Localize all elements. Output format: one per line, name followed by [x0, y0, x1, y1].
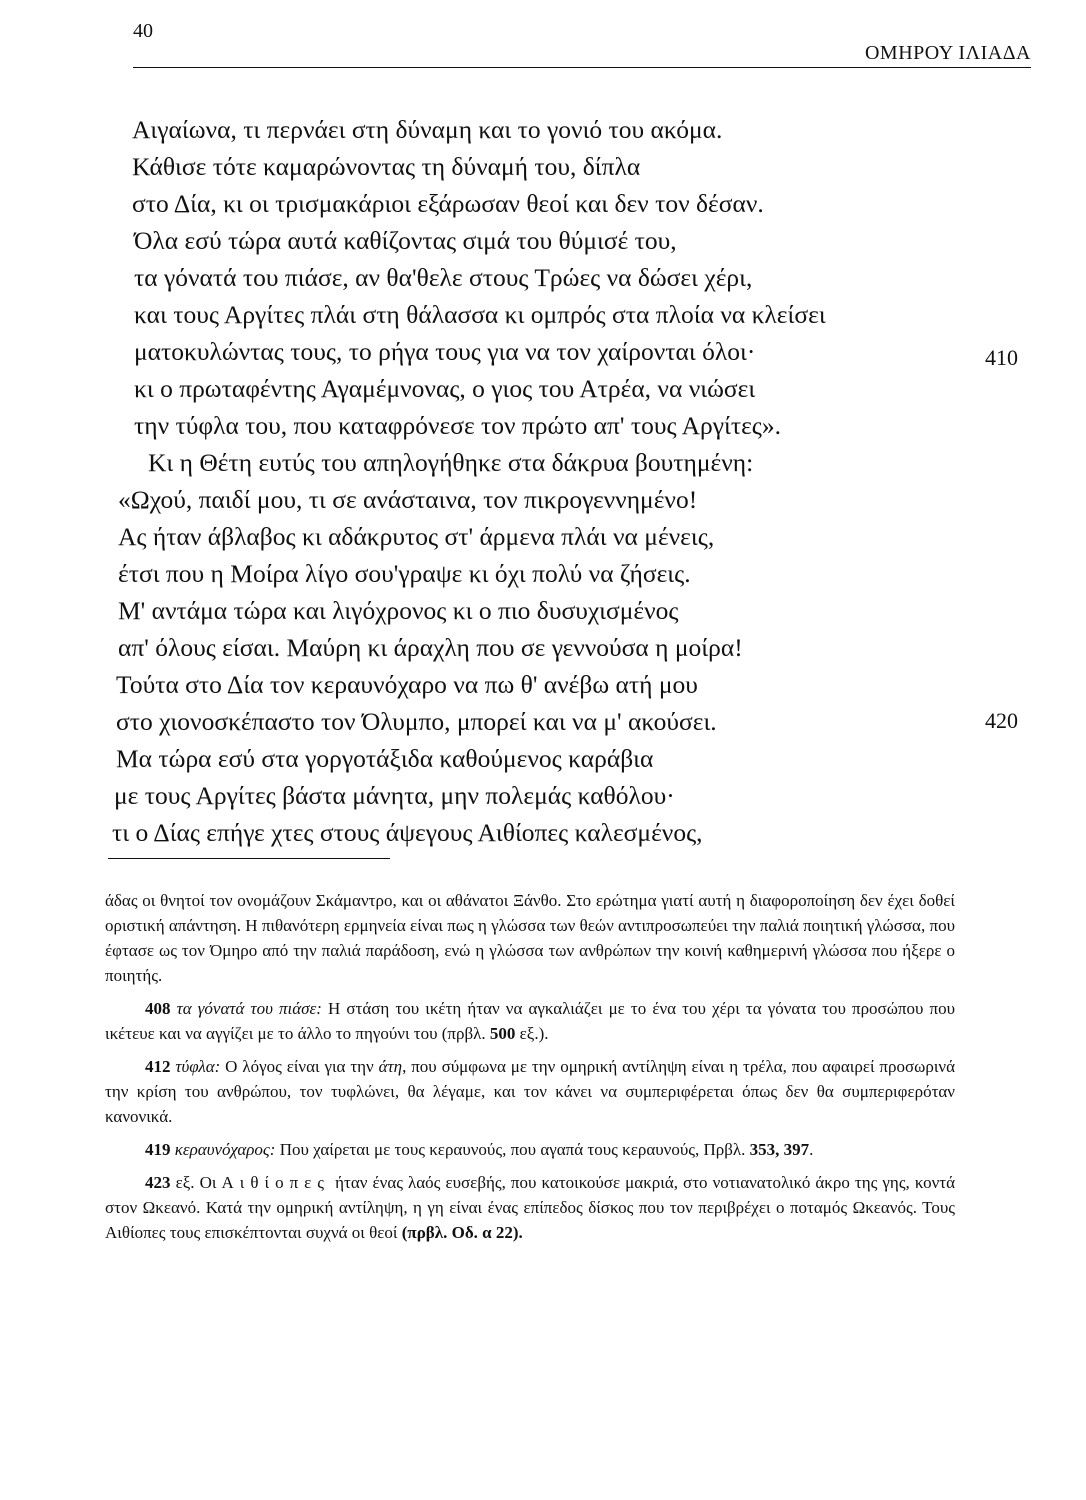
- footnote-ref: 412: [145, 1057, 171, 1076]
- verse-line: ματοκυλώντας τους, το ρήγα τους για να τον χαίρονται όλοι·: [134, 337, 756, 366]
- verse-line: Αιγαίωνα, τι περνάει στη δύναμη και το γονιό του ακόμα.: [132, 115, 723, 144]
- footnote-text: Ο λόγος είναι για την: [220, 1057, 379, 1076]
- footnote-408: [105, 996, 955, 1046]
- footnote-text: ήταν ένας λαός ευσεβής, που κατοικούσε μακριά, στο νοτιανατολικό άκρο της γης, κοντά στον Ωκεανό. Κατά την ομηρική αντίληψη, η γη είναι ένας επίπεδος δίσκος που τον περιβρέχει ο ποταμός Ωκεανός. Τους Αιθίοπες τους επισκέπτονται συχνά οι θεοί: [105, 1173, 955, 1242]
- verse-line: απ' όλους είσαι. Μαύρη κι άραχλη που σε γεννούσα η μοίρα!: [118, 633, 743, 662]
- footnote-423: [105, 1170, 955, 1245]
- footnote-ref: 408: [145, 999, 171, 1018]
- footnote-text: Που χαίρεται με τους κεραυνούς, που αγαπά τους κεραυνούς, Πρβλ.: [275, 1140, 750, 1159]
- line-number: 410: [985, 345, 1018, 370]
- footnote-rule: [108, 858, 390, 859]
- cross-ref: 500: [489, 1024, 516, 1043]
- footnote-lemma: τύφλα:: [175, 1057, 221, 1076]
- footnote-text: , που σύμφωνα με την ομηρική αντίληψη είναι η τρέλα, που αφαιρεί προσωρινά την κρίση του ανθρώπου, τον τυφλώνει, θα λέγαμε, και τον κάνει να συμπεριφέρεται όπως δεν θα συμπεριφερόταν κανονικά.: [105, 1057, 955, 1126]
- verse-line: Όλα εσύ τώρα αυτά καθίζοντας σιμά του θύμισέ του,: [134, 226, 677, 255]
- header-rule: [133, 67, 1031, 68]
- footnote-ref: 423: [145, 1173, 171, 1192]
- running-title: ΟΜΗΡΟΥ ΙΛΙΑΔΑ: [864, 42, 1031, 64]
- verse-line: Ας ήταν άβλαβος κι αδάκρυτος στ' άρμενα πλάι να μένεις,: [118, 522, 715, 551]
- verse-line: στο Δία, κι οι τρισμακάριοι εξάρωσαν θεοί και δεν τον δέσαν.: [132, 189, 764, 218]
- footnote-412: [105, 1054, 955, 1129]
- cross-ref: (πρβλ. Οδ. α 22).: [401, 1223, 523, 1242]
- footnote-term: Αιθίοπες: [221, 1173, 331, 1192]
- verse-line: Κάθισε τότε καμαρώνοντας τη δύναμή του, δίπλα: [132, 152, 641, 181]
- verse-line: κι ο πρωταφέντης Αγαμέμνονας, ο γιος του Ατρέα, να νιώσει: [134, 374, 756, 403]
- verse-line: Μ' αντάμα τώρα και λιγόχρονος κι ο πιο δυσυχισμένος: [118, 596, 679, 625]
- footnote-lemma: κεραυνόχαρος:: [174, 1140, 276, 1159]
- footnote-ref: 419: [145, 1140, 171, 1159]
- verse-line: στο χιονοσκέπαστο τον Όλυμπο, μπορεί και να μ' ακούσει.: [116, 707, 717, 736]
- verse-line: έτσι που η Μοίρα λίγο σου'γραψε κι όχι πολύ να ζήσεις.: [118, 559, 691, 588]
- verse-line: τι ο Δίας επήγε χτες στους άψεγους Αιθίοπες καλεσμένος,: [112, 818, 703, 847]
- footnote-text: εξ. Οι: [170, 1173, 222, 1192]
- verse-line: και τους Αργίτες πλάι στη θάλασσα κι ομπρός στα πλοία να κλείσει: [134, 300, 826, 329]
- footnote-419: [105, 1137, 955, 1162]
- verse-line: την τύφλα του, που καταφρόνεσε τον πρώτο απ' τους Αργίτες».: [134, 411, 782, 440]
- footnote-text: .: [809, 1140, 814, 1159]
- line-number: 420: [985, 708, 1018, 733]
- footnote-continuation: άδας οι θνητοί τον ονομάζουν Σκάμαντρο, και οι αθάνατοι Ξάνθο. Στο ερώτημα γιατί αυτή η διαφοροποίηση δεν έχει δοθεί οριστική απάντηση. Η πιθανότερη ερμηνεία είναι πως η γλώσσα των θεών αντιπροσωπεύει την παλιά ποιητική γλώσσα, που έφτασε ως τον Όμηρο από την παλιά παράδοση, ενώ η γλώσσα των ανθρώπων την κοινή καθημερινή γλώσσα που ήξερε ο ποιητής.: [105, 891, 955, 985]
- footnotes: [105, 888, 955, 1253]
- footnote-term: άτη: [378, 1057, 403, 1076]
- cross-ref: 353, 397: [749, 1140, 810, 1159]
- page-number: 40: [133, 20, 153, 42]
- footnote-lemma: τα γόνατά του πιάσε:: [176, 999, 322, 1018]
- verse-line: Τούτα στο Δία τον κεραυνόχαρο να πω θ' ανέβω ατή μου: [116, 670, 698, 699]
- verse-line: με τους Αργίτες βάστα μάνητα, μην πολεμάς καθόλου·: [114, 781, 675, 810]
- footnote-text: Η στάση του ικέτη ήταν να αγκαλιάζει με το ένα του χέρι τα γόνατα του προσώπου που ικέτευε και να αγγίζει με το άλλο το πηγούνι του (πρβλ.: [105, 999, 956, 1043]
- footnote-text: εξ.).: [515, 1024, 549, 1043]
- verse-line: «Ωχού, παιδί μου, τι σε ανάσταινα, τον πικρογεννημένο!: [118, 485, 698, 514]
- verse-line: Κι η Θέτη ευτύς του απηλογήθηκε στα δάκρυα βουτημένη:: [148, 448, 754, 477]
- verse-line: τα γόνατά του πιάσε, αν θα'θελε στους Τρώες να δώσει χέρι,: [134, 263, 753, 292]
- verse-line: Μα τώρα εσύ στα γοργοτάξιδα καθούμενος καράβια: [116, 744, 654, 773]
